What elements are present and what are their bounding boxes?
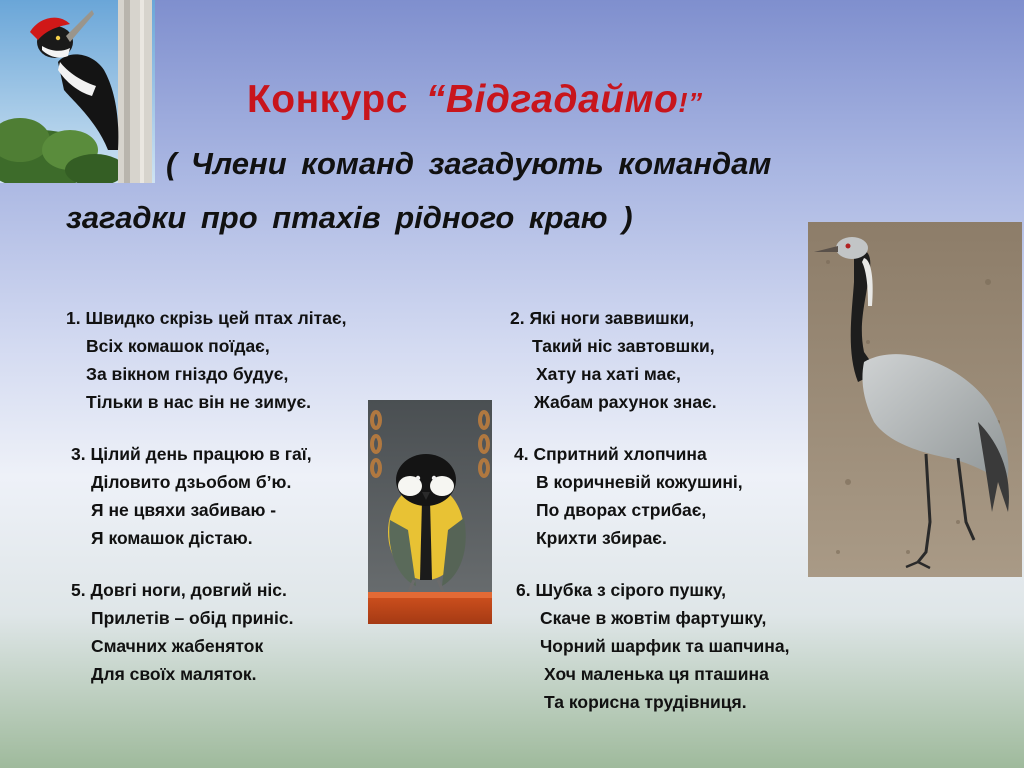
riddle-line: 1. Швидко скрізь цей птах літає, (66, 308, 347, 328)
subtitle-line-1: ( Члени команд загадують командам (166, 146, 772, 181)
riddle-5 (71, 576, 293, 688)
riddle-line: 4. Спритний хлопчина (514, 444, 707, 464)
riddle-line: Прилетів – обід приніс. (91, 608, 294, 628)
riddle-line: Хоч маленька ця пташина (544, 664, 769, 684)
riddle-line: Крихти збирає. (536, 528, 667, 548)
subtitle-line-2: загадки про птахів рідного краю ) (66, 200, 633, 235)
riddle-line: Всіх комашок поїдає, (86, 336, 270, 356)
woodpecker-photo (0, 0, 155, 183)
riddle-3 (71, 440, 312, 552)
riddle-line: Я комашок дістаю. (91, 528, 253, 548)
riddle-line: Та корисна трудівниця. (544, 692, 747, 712)
riddle-line: Тільки в нас він не зимує. (86, 392, 311, 412)
riddle-line: Діловито дзьобом б’ю. (91, 472, 292, 492)
riddle-line: 3. Цілий день працюю в гаї, (71, 444, 312, 464)
riddle-line: За вікном гніздо будує, (86, 364, 289, 384)
riddle-line: 2. Які ноги заввишки, (510, 308, 695, 328)
title-main: Конкурс (247, 78, 408, 121)
riddle-line: По дворах стрибає, (536, 500, 707, 520)
riddle-line: Такий ніс завтовшки, (532, 336, 715, 356)
riddle-2 (510, 304, 717, 416)
riddle-line: В коричневій кожушині, (536, 472, 743, 492)
titmouse-photo (368, 400, 492, 624)
riddle-line: Хату на хаті має, (536, 364, 681, 384)
riddle-line: 6. Шубка з сірого пушку, (516, 580, 727, 600)
riddle-line: Для своїх маляток. (91, 664, 257, 684)
riddle-6 (516, 576, 789, 716)
page-title (247, 78, 703, 122)
riddle-line: Я не цвяхи забиваю - (91, 500, 277, 520)
crane-photo (808, 222, 1022, 577)
title-quoted: “Відгадаймо (425, 78, 679, 121)
title-exclaim: !” (678, 87, 703, 118)
riddle-line: Жабам рахунок знає. (534, 392, 717, 412)
riddle-line: Чорний шарфик та шапчина, (540, 636, 790, 656)
riddle-1 (66, 304, 347, 416)
riddle-line: Скаче в жовтім фартушку, (540, 608, 767, 628)
riddle-line: 5. Довгі ноги, довгий ніс. (71, 580, 287, 600)
riddle-4 (514, 440, 743, 552)
riddle-line: Смачних жабеняток (91, 636, 264, 656)
